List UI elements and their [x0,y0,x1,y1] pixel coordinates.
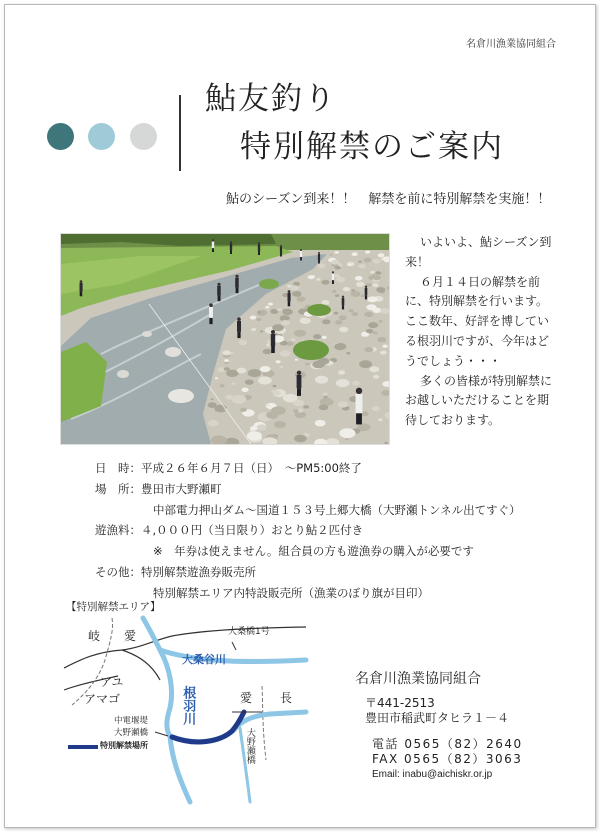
map-heading: 【特別解禁エリア】 [66,601,161,613]
intro-line: 待しております。 [405,413,501,428]
angler-body [209,307,213,318]
photo-rock [378,253,385,257]
angler-body [288,293,291,301]
photo-rock [239,340,248,345]
photo-bush [259,279,279,289]
photo-rock [256,424,266,430]
angler-legs [365,295,367,299]
photo-rock [335,294,339,297]
detail-date [95,458,521,479]
photo-rock [295,359,298,361]
photo-rock [359,360,372,368]
river-photo [60,233,390,445]
photo-rock [324,396,328,398]
photo-rock [372,283,378,287]
photo-rock [365,347,374,352]
photo-rock [260,330,263,332]
photo-rock [334,312,339,315]
photo-rock [245,379,254,384]
photo-boulder [165,347,181,357]
title-divider [179,95,181,171]
detail-fee-note: ※ 年券は使えません。組合員の方も遊漁券の購入が必要です [153,544,474,559]
detail-place [95,479,521,500]
photo-rock [276,360,281,363]
photo-rock [237,368,247,374]
photo-rock [313,334,321,339]
detail-label-place: 場 所： [95,481,141,496]
detail-label-date: 日 時： [95,461,141,475]
photo-rock [292,291,302,297]
angler-head [237,317,241,321]
angler-head [297,371,301,375]
photo-rock [224,359,229,362]
map-label-bridge-onose: 大野瀬橋 [244,728,255,764]
photo-rock [242,388,249,392]
page-title-line2: 特別解禁のご案内 [240,129,504,165]
intro-paragraph [405,233,555,431]
photo-rock [373,259,381,264]
angler-head [318,252,320,254]
photo-rock [256,318,261,321]
photo-rock [323,393,328,396]
photo-rock [339,315,347,320]
angler-body [235,278,239,288]
photo-rock [352,381,360,386]
header-org-name: 名倉川漁業協同組合 [466,39,556,50]
map-label-aichi: 愛 [240,691,253,705]
intro-line: る根羽川ですが、今年はど [405,333,550,348]
photo-rock [208,420,219,426]
photo-rock [316,278,320,281]
angler-legs [288,301,291,306]
angler-legs [258,251,260,255]
angler-body [212,242,214,249]
angler-body [230,244,232,251]
photo-rock [355,276,363,281]
photo-rock [224,367,230,371]
map-river-branch [170,736,190,802]
photo-rock [308,275,315,279]
contact-address: 豊田市稲武町タヒラ１－４ [365,711,510,725]
photo-rock [373,375,379,379]
angler-legs [271,346,275,353]
photo-rock [384,442,388,444]
photo-rock [251,328,256,331]
photo-rock [361,295,365,298]
intro-line: いよいよ、鮎シーズン到 [420,235,552,249]
photo-rock [380,351,387,355]
map-label-bridge-osaku: 大桑橋1号 [228,627,270,637]
intro-line: 多くの皆様が特別解禁に [420,373,553,388]
angler-head [217,283,220,286]
map-label-nagano: 長 [280,691,293,705]
photo-rock [247,431,262,440]
photo-rock [365,251,370,254]
photo-rock [335,320,343,325]
photo-rock [367,296,377,302]
angler-head [271,330,275,334]
photo-rock [257,311,261,313]
photo-rock [347,264,351,266]
detail-value-place: 豊田市大野瀬町 [141,481,222,496]
angler-legs [356,413,362,424]
angler-head [332,271,334,273]
contact-fax: FAX 0565（82）3063 [372,752,523,766]
intro-line: ６月１４日の解禁を前 [420,274,541,289]
map-bridge-marker [232,642,236,650]
photo-boulder [142,331,152,337]
angler-head [230,241,232,243]
photo-rock [271,406,286,415]
contact-postal-code: 〒441-2513 [365,696,435,710]
angler-body [271,334,275,346]
detail-value-fee: ４,０００円（当日限り）おとり鮎２匹付き [141,523,364,538]
photo-rock [369,366,379,372]
photo-rock [356,282,365,287]
photo-rock [322,300,330,305]
angler-legs [80,291,83,296]
photo-rock [290,338,295,341]
photo-rock [335,266,341,270]
photo-rock [334,251,339,254]
angler-body [80,283,83,291]
photo-rock [352,312,359,316]
photo-rock [293,409,299,412]
photo-rock [277,308,283,311]
photo-rock [265,306,269,309]
photo-rock [215,377,218,379]
photo-rock [211,398,214,400]
photo-rock [322,280,330,285]
photo-rock [225,362,229,364]
angler-head [300,249,302,251]
photo-rock [336,277,345,283]
photo-rock [338,401,349,407]
photo-rock [358,261,362,263]
photo-rock [294,435,307,443]
angler-legs [318,260,320,264]
detail-other-note: 特別解禁エリア内特設販売所（漁業のぼり旗が目印） [153,585,429,600]
angler-legs [218,296,221,302]
photo-rock [258,376,272,384]
photo-rock [348,309,353,312]
angler-legs [237,332,240,338]
map-label-fish-amago: アマゴ [84,692,121,706]
photo-rock [373,275,381,280]
map-label-dam: 中電堰堤 [114,716,149,726]
photo-rock [250,426,258,431]
map-legend-label: 特別解禁場所 [100,741,148,750]
angler-legs [209,318,212,324]
intro-line: ここ数年、好評を博してい [405,314,550,329]
photo-rock [375,271,381,275]
photo-rock [330,254,333,256]
photo-rock [250,316,257,320]
photo-bush [293,340,329,360]
photo-rock [366,329,373,333]
photo-rock [268,303,273,306]
angler-body [297,375,302,388]
photo-rock [315,376,328,384]
angler-legs [236,288,239,294]
angler-legs [212,248,214,252]
angler-head [288,290,291,293]
photo-rock [322,336,327,339]
photo-rock [319,404,329,410]
detail-label-fee: 遊漁料： [95,523,141,538]
photo-rock [260,366,270,372]
map-label-river-neba: 根羽川 [180,686,196,725]
photo-rock [376,287,385,293]
photo-rock [305,363,309,366]
photo-bush [307,304,331,316]
photo-rock [273,391,281,396]
angler-body [356,394,363,413]
photo-rock [378,419,382,422]
angler-body [217,286,221,296]
photo-rock [273,385,277,387]
photo-rock [208,402,217,408]
angler-legs [297,388,301,396]
angler-head [209,303,213,307]
photo-rock [274,421,286,428]
map-label-bridge-onose-left: 大野瀬橋 [114,728,149,738]
map-road [122,650,160,680]
angler-head [365,286,367,288]
photo-rock [281,320,290,326]
decor-circle-gray [130,123,157,150]
photo-rock [225,395,233,400]
detail-value-date: 平成２６年６月７日（日） ～PM5:00終了 [141,461,362,475]
photo-rock [322,319,330,324]
photo-rock [240,408,247,412]
photo-rock [232,395,247,404]
photo-rock [293,400,304,407]
photo-rock [290,285,299,290]
page-subtitle: 鮎のシーズン到来！！ 解禁を前に特別解禁を実施！！ [226,192,551,207]
detail-place-note: 中部電力押山ダム～国道１５３号上郷大橋（大野瀬トンネル出てすぐ） [153,502,521,517]
photo-rock [339,327,348,333]
angler-head [212,239,214,241]
map-prefecture-boundary [262,686,266,760]
angler-legs [280,253,282,257]
angler-body [300,251,302,257]
photo-rock [266,404,270,406]
angler-body [342,298,345,305]
photo-rock [282,309,288,313]
photo-rock [303,405,309,408]
photo-rock [343,287,350,291]
angler-body [332,274,334,281]
detail-label-other: その他： [95,564,141,579]
intro-line: に、特別解禁を行います。 [405,294,549,309]
page-title-line1: 鮎友釣り [205,81,337,117]
map-label-aichi-top: 愛 [124,629,137,643]
photo-rock [373,332,378,335]
angler-head [342,296,344,298]
angler-body [280,247,282,253]
photo-rock [366,304,376,310]
angler-body [318,254,320,260]
angler-body [237,321,241,332]
photo-rock [352,252,358,256]
photo-boulder [117,370,129,378]
photo-rock [345,438,348,440]
photo-boulder [168,389,194,403]
contact-email[interactable]: Email: inabu@aichiskr.or.jp [372,769,493,780]
photo-rock [338,370,345,374]
photo-rock [280,350,291,356]
intro-line: 来！ [405,254,430,269]
detail-other [95,562,521,583]
photo-rock [364,258,372,263]
photo-rock [370,271,375,274]
angler-body [365,288,368,295]
map-label-fish-ayu: アユ [100,675,124,689]
angler-head [356,388,362,394]
angler-legs [332,280,334,284]
contact-org-name: 名倉川漁業協同組合 [355,671,481,687]
photo-rock [231,382,235,384]
photo-rock [297,297,306,302]
angler-head [80,280,83,283]
detail-value-other: 特別解禁遊漁券販売所 [141,564,256,579]
detail-fee [95,520,521,541]
decor-circle-teal [47,123,74,150]
decor-circle-light-blue [88,123,115,150]
photo-rock [294,330,306,337]
photo-rock [372,406,380,411]
intro-line: お越しいただけることを期 [405,393,550,408]
photo-rock [368,322,378,328]
photo-rock [336,379,350,387]
photo-rock [219,384,224,387]
event-details [95,458,521,604]
photo-rock [339,428,355,438]
photo-rock [315,420,326,427]
photo-rock [222,350,230,355]
photo-rock [346,352,350,354]
angler-legs [300,257,302,261]
photo-rock [332,290,337,293]
photo-rock [318,263,326,268]
angler-head [280,245,282,247]
photo-rock [331,260,339,265]
angler-head [235,275,238,278]
photo-rock [351,291,361,297]
photo-rock [300,317,311,324]
angler-legs [342,305,344,309]
map-label-river-osakudani: 大桑谷川 [182,653,226,666]
photo-rock [226,370,238,377]
angler-body [258,245,260,252]
photo-rock [358,264,365,268]
photo-rock [334,343,346,350]
photo-rock [382,345,388,348]
photo-rock [377,337,386,342]
photo-rock [263,349,272,354]
photo-rock [378,320,382,323]
photo-rock [279,366,283,368]
photo-rock [248,369,261,377]
contact-phone: 電話 0565（82）2640 [372,737,523,751]
photo-rock [364,312,373,317]
river-photo-illustration [61,234,389,444]
map-label-gifu: 岐 [88,629,101,643]
angler-legs [230,250,232,254]
intro-line: うでしょう・・・ [405,353,502,368]
angler-head [258,242,260,244]
